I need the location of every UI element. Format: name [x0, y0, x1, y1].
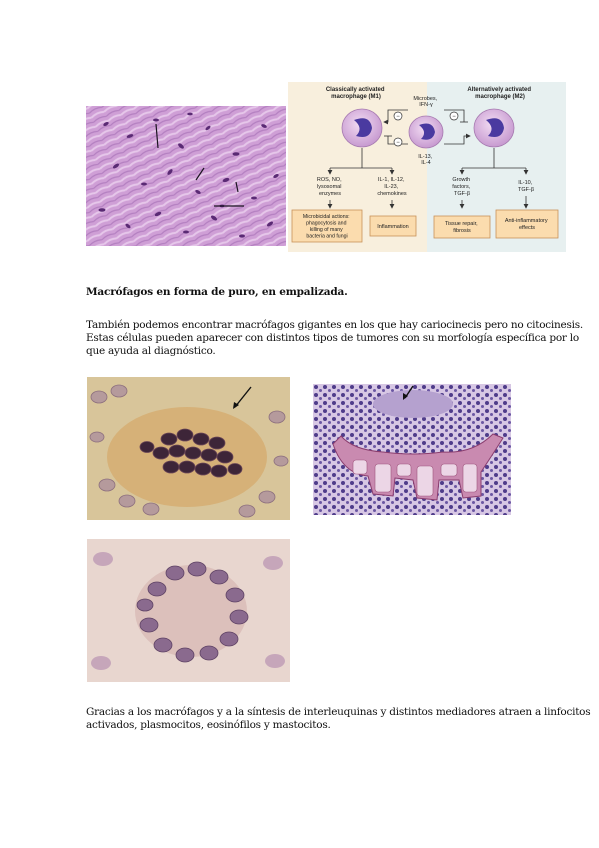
inhibit-circle-m2	[450, 112, 458, 120]
svg-text:Anti-inflammatory effe: Anti-inflammatory effects	[504, 218, 548, 231]
histology-palisading-svg	[86, 106, 286, 246]
resting-macrophage-cell	[409, 116, 443, 148]
outcome-box-anti-inflammatory	[496, 210, 558, 238]
svg-text:Inflammation: Inflammation	[377, 224, 409, 230]
macrophage-diagram-svg	[288, 82, 566, 252]
svg-text:Tissue repair, fibrosi: Tissue repair, fibrosis	[444, 221, 478, 234]
paragraph-mediators	[86, 706, 591, 732]
outcome-box-tissue-repair	[434, 216, 490, 238]
stimuli-top-label: Microbes, IFN-γ	[413, 96, 438, 108]
paragraph1-line-1: También podemos encontrar macrófagos gigantes en los que hay cariocinecis pero no citocinesis.	[86, 319, 583, 331]
paragraph2-line-1: Gracias a los macrófagos y a la síntesis de interleuquinas y distintos mediadores atraen a linfocitos	[86, 706, 591, 718]
histology-nuclei-ring-svg	[87, 539, 290, 682]
m1-title: Classically activated macrophage (M1)	[325, 87, 385, 100]
histology-giant-cell-cluster-svg	[87, 377, 290, 520]
inhibit-circle-upper	[394, 112, 402, 120]
m1-macrophage-cell	[342, 109, 382, 147]
stimuli-bottom-label: IL-13, IL-4	[418, 154, 433, 166]
histology-giant-cell-row-svg	[313, 384, 511, 515]
m2-title: Alternatively activated macrophage (M2)	[467, 87, 532, 100]
m1-products-a: ROS, NO, lysosomal enzymes	[316, 177, 342, 197]
paragraph2-line-2: activados, plasmocitos, eosinófilos y mastocitos.	[86, 719, 331, 731]
svg-text:−: −	[452, 114, 456, 120]
m2-products-a: Growth factors, TGF-β	[452, 177, 471, 197]
m1-products-b: IL-1, IL-12, IL-23, chemokines	[377, 177, 407, 197]
svg-text:Microbicidal actions:: Microbicidal actions: phagocytosis and killing of many bacteria and fungi	[302, 214, 350, 240]
outcome-box-inflammation	[370, 216, 416, 236]
m2-products-b: IL-10, TGF-β	[518, 180, 534, 193]
histology-image-nuclei-ring	[87, 539, 290, 682]
histology-image-giant-cell-cluster	[87, 377, 290, 520]
histology-image-palisading	[86, 106, 286, 246]
paragraph-giant-macrophages	[86, 319, 583, 358]
histology-image-giant-cell-row	[313, 384, 511, 515]
paragraph1-line-3: que ayuda al diagnóstico.	[86, 345, 216, 357]
outcome-box-microbicidal	[292, 210, 362, 242]
inhibit-circle-lower	[394, 138, 402, 146]
macrophage-activation-diagram	[288, 82, 566, 252]
m2-macrophage-cell	[474, 109, 514, 147]
section-heading: Macrófagos en forma de puro, en empalizada.	[86, 286, 348, 298]
svg-text:−: −	[396, 114, 400, 120]
paragraph1-line-2: Estas células pueden aparecer con distintos tipos de tumores con su morfología específica por lo	[86, 332, 579, 344]
svg-text:−: −	[396, 140, 400, 146]
